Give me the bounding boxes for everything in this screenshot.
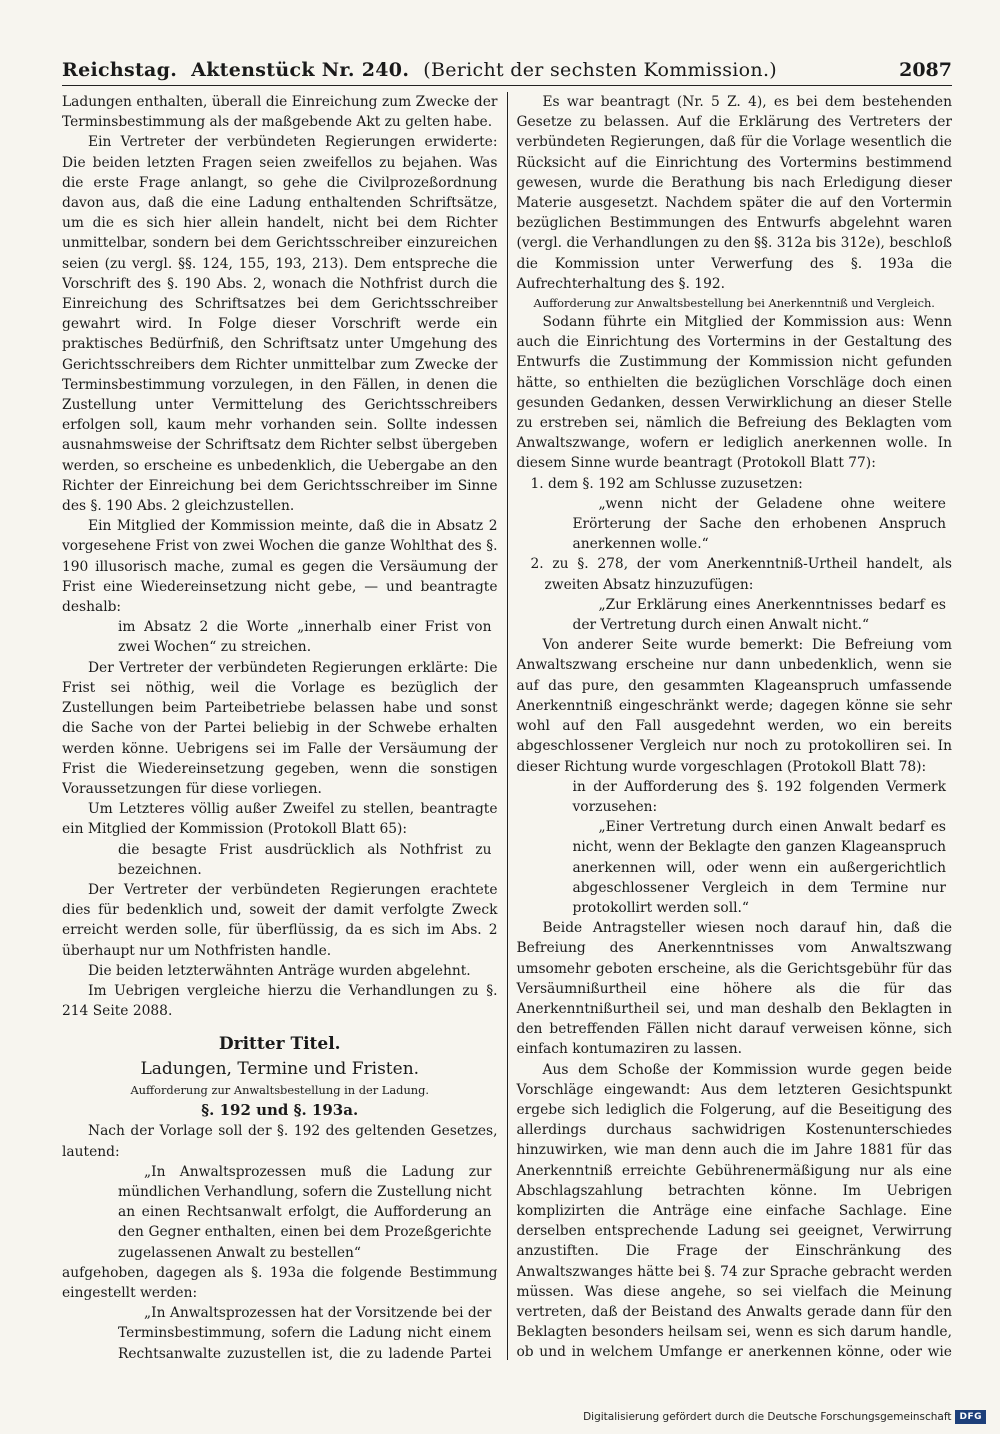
left-column	[62, 92, 507, 1360]
paragraph: Aus dem Schoße der Kommission wurde gegen beide Vorschläge eingewandt: Aus dem letzteren Gesichtspunkt ergebe sich lediglich die Folgerung, auf die Beseitigung des allerdings durchaus sachwidrigen Kostenunterschiedes hinzuwirken, wie man denn auch die im Jahre 1881 für das Anerkenntniß erreichte Gebührenermäßigung nur als eine Abschlagszahlung betrachten könne. Im Uebrigen komplizirten die Anträge eine einfache Sachlage. Eine derselben entsprechende Ladung sei geeignet, Verwirrung anzustiften. Die Frage der Einschränkung des Anwaltszwanges hätte bei §. 74 zur Sprache gebracht werden müssen. Was diese angehe, so sei vielfach die Meinung vertreten, daß der Beistand des Anwalts gerade dann für den Beklagten besonders heilsam sei, wenn es sich darum handle, ob und in welchem Umfange er anerkennen könne, oder wie	[516, 1061, 952, 1360]
quoted-motion: in der Aufforderung des §. 192 folgenden Vermerk vorzusehen:	[572, 778, 946, 815]
paragraph: Der Vertreter der verbündeten Regierungen erklärte: Die Frist sei nöthig, weil die Vorlage es bezüglich der Zustellungen beim Parteibetriebe belassen habe und sonst die Sache von der Partei beliebig in der Schwebe erhalten werden könne. Uebrigens sei im Falle der Versäumung der Frist die Wiedereinsetzung gegeben, wenn die sonstigen Voraussetzungen für diese vorliegen.	[62, 659, 498, 797]
paragraph: Ein Mitglied der Kommission meinte, daß die in Absatz 2 vorgesehene Frist von zwei Wochen die ganze Wohlthat des §. 190 illusorisch mache, zumal es gegen die Versäumung der Frist eine Wiedereinsetzung nicht gebe, — und beantragte deshalb:	[62, 518, 498, 616]
text-columns	[62, 92, 952, 1360]
paragraph-heading: §. 192 und §. 193a.	[201, 1101, 359, 1120]
list-item: 2. zu §. 278, der vom Anerkenntniß-Urtheil handelt, als zweiten Absatz hinzuzufügen:	[530, 556, 952, 593]
paragraph: Beide Antragsteller wiesen noch darauf hin, daß die Befreiung des Anerkenntnisses vom Anwaltszwang umsomehr geboten erscheine, als die Gerichtsgebühr für das Versäumnißurtheil eine höhere als die für das Anerkenntnißurtheil sei, und man deshalb den Beklagten in den betreffenden Fällen nicht darauf verweisen könne, sich einfach kontumaziren zu lassen.	[516, 920, 952, 1058]
paragraph: Die beiden letzterwähnten Anträge wurden abgelehnt.	[88, 962, 471, 979]
running-head-document: Aktenstück Nr. 240.	[191, 59, 410, 81]
dfg-logo: DFG	[955, 1410, 986, 1424]
quoted-provision: „Zur Erklärung eines Anerkenntnisses bedarf es der Vertretung durch einen Anwalt nicht.“	[572, 596, 946, 634]
digitization-footer	[583, 1410, 986, 1424]
quoted-provision: „wenn nicht der Geladene ohne weitere Erörterung der Sache den erhobenen Anspruch anerkennen wolle.“	[572, 495, 946, 553]
footer-credit: Digitalisierung gefördert durch die Deutsche Forschungsgemeinschaft	[583, 1411, 952, 1423]
paragraph: Im Uebrigen vergleiche hierzu die Verhandlungen zu §. 214 Seite 2088.	[62, 982, 498, 1020]
section-subtitle: Ladungen, Termine und Fristen.	[140, 1059, 420, 1080]
paragraph: Um Letzteres völlig außer Zweifel zu stellen, beantragte ein Mitglied der Kommission (Protokoll Blatt 65):	[62, 801, 498, 838]
paragraph: Von anderer Seite wurde bemerkt: Die Befreiung vom Anwaltszwang erscheine nur dann unbedenklich, wenn sie auf das pure, den gesammten Klageanspruch umfassende Anerkenntniß eingeschränkt werde; dagegen könne sie sehr wohl auf den Fall ausgedehnt werden, wo ein bereits abgeschlossener Vergleich nur noch zu protokolliren sei. In dieser Richtung wurde vorgeschlagen (Protokoll Blatt 78):	[516, 637, 952, 775]
paragraph: Ein Vertreter der verbündeten Regierungen erwiderte: Die beiden letzten Fragen seien zweifellos zu bejahen. Was die erste Frage anlangt, so gehe die Civilprozeßordnung davon aus, daß die eine Ladung enthaltenden Schriftsätze, um die es sich hier allein handelt, nicht bei dem Richter unmittelbar, sondern bei dem Gerichtsschreiber einzureichen seien (zu vergl. §§. 124, 155, 193, 213). Dem entspreche die Vorschrift des §. 190 Abs. 2, wonach die Nothfrist durch die Einreichung des Schriftsatzes bei dem Gerichtsschreiber gewahrt wird. In Folge dieser Vorschrift werde ein praktisches Bedürfniß, den Schriftsatz unter Umgehung des Gerichtsschreibers dem Richter unmittelbar zum Zwecke der Terminsbestimmung vorzulegen, in den Fällen, in denen die Zustellung unter Vermittelung des Gerichtsschreibers erfolgen soll, kaum mehr vorhanden sein. Sollte indessen ausnahmsweise der Schriftsatz dem Richter selbst übergeben werden, so erscheine es unbedenklich, die Uebergabe an den Richter der Einreichung bei dem Gerichtsschreiber im Sinne des §. 190 Abs. 2 gleichzustellen.	[62, 134, 498, 515]
quoted-provision: „In Anwaltsprozessen muß die Ladung zur mündlichen Verhandlung, sofern die Zustellung nicht an einen Rechtsanwalt erfolgt, die Aufforderung an den Gegner enthalten, einen bei dem Prozeßgerichte zugelassenen Anwalt zu bestellen“	[118, 1163, 492, 1261]
paragraph: Nach der Vorlage soll der §. 192 des geltenden Gesetzes, lautend:	[62, 1123, 498, 1160]
paragraph: Ladungen enthalten, überall die Einreichung zum Zwecke der Terminsbestimmung als der maßgebende Akt zu gelten habe.	[62, 94, 498, 131]
paragraph: Der Vertreter der verbündeten Regierungen erachtete dies für bedenklich und, soweit der damit verfolgte Zweck erreicht werden solle, für überflüssig, da es sich im Abs. 2 überhaupt nur um Nothfristen handle.	[62, 881, 498, 959]
quoted-motion: im Absatz 2 die Worte „innerhalb einer Frist von zwei Wochen“ zu streichen.	[118, 619, 492, 656]
quoted-provision: „In Anwaltsprozessen hat der Vorsitzende bei der Terminsbestimmung, sofern die Ladung nicht einem Rechtsanwalte zuzustellen ist, die zu ladende Partei	[118, 1305, 492, 1360]
margin-heading: Aufforderung zur Anwaltsbestellung in der Ladung.	[130, 1083, 430, 1098]
quoted-provision: „Einer Vertretung durch einen Anwalt bedarf es nicht, wenn der Beklagte den ganzen Klageanspruch anerkennen will, oder wenn ein außergerichtlich abgeschlossener Vergleich in dem Termine nur protokollirt werden soll.“	[572, 819, 946, 916]
running-head-report: (Bericht der sechsten Kommission.)	[423, 59, 778, 81]
quoted-motion: die besagte Frist ausdrücklich als Nothfrist zu bezeichnen.	[118, 841, 492, 878]
section-title: Dritter Titel.	[218, 1034, 341, 1055]
running-head	[62, 59, 777, 81]
page-number: 2087	[899, 59, 952, 81]
paragraph: aufgehoben, dagegen als §. 193a die folgende Bestimmung eingestellt werden:	[62, 1264, 498, 1301]
page-header	[62, 52, 952, 86]
paragraph: Sodann führte ein Mitglied der Kommission aus: Wenn auch die Einrichtung des Vortermins in der Gestaltung des Entwurfs die Zustimmung der Kommission nicht gefunden hätte, so enthielten die bezüglichen Vorschläge doch einen gesunden Gedanken, dessen Verwirklichung an dieser Stelle zu erstreben sei, nämlich die Befreiung des Beklagten vom Anwaltszwange, wofern er lediglich anerkennen wolle. In diesem Sinne wurde beantragt (Protokoll Blatt 77):	[516, 314, 952, 472]
list-item: 1. dem §. 192 am Schlusse zuzusetzen:	[530, 475, 803, 492]
paragraph: Es war beantragt (Nr. 5 Z. 4), es bei dem bestehenden Gesetze zu belassen. Auf die Erklärung des Vertreters der verbündeten Regierungen, daß für die Vorlage wesentlich die Rücksicht auf die Einrichtung des Vortermins bestimmend gewesen, wurde die Berathung bis nach Erledigung dieser Materie ausgesetzt. Nachdem später die auf den Vortermin bezüglichen Bestimmungen des Entwurfs abgelehnt waren (vergl. die Verhandlungen zu den §§. 312a bis 312e), beschloß die Kommission unter Verwerfung des §. 193a die Aufrechterhaltung des §. 192.	[516, 94, 952, 292]
right-column	[507, 92, 952, 1360]
margin-heading: Aufforderung zur Anwaltsbestellung bei Anerkenntniß und Vergleich.	[533, 296, 935, 311]
running-head-reichstag: Reichstag.	[62, 59, 178, 81]
